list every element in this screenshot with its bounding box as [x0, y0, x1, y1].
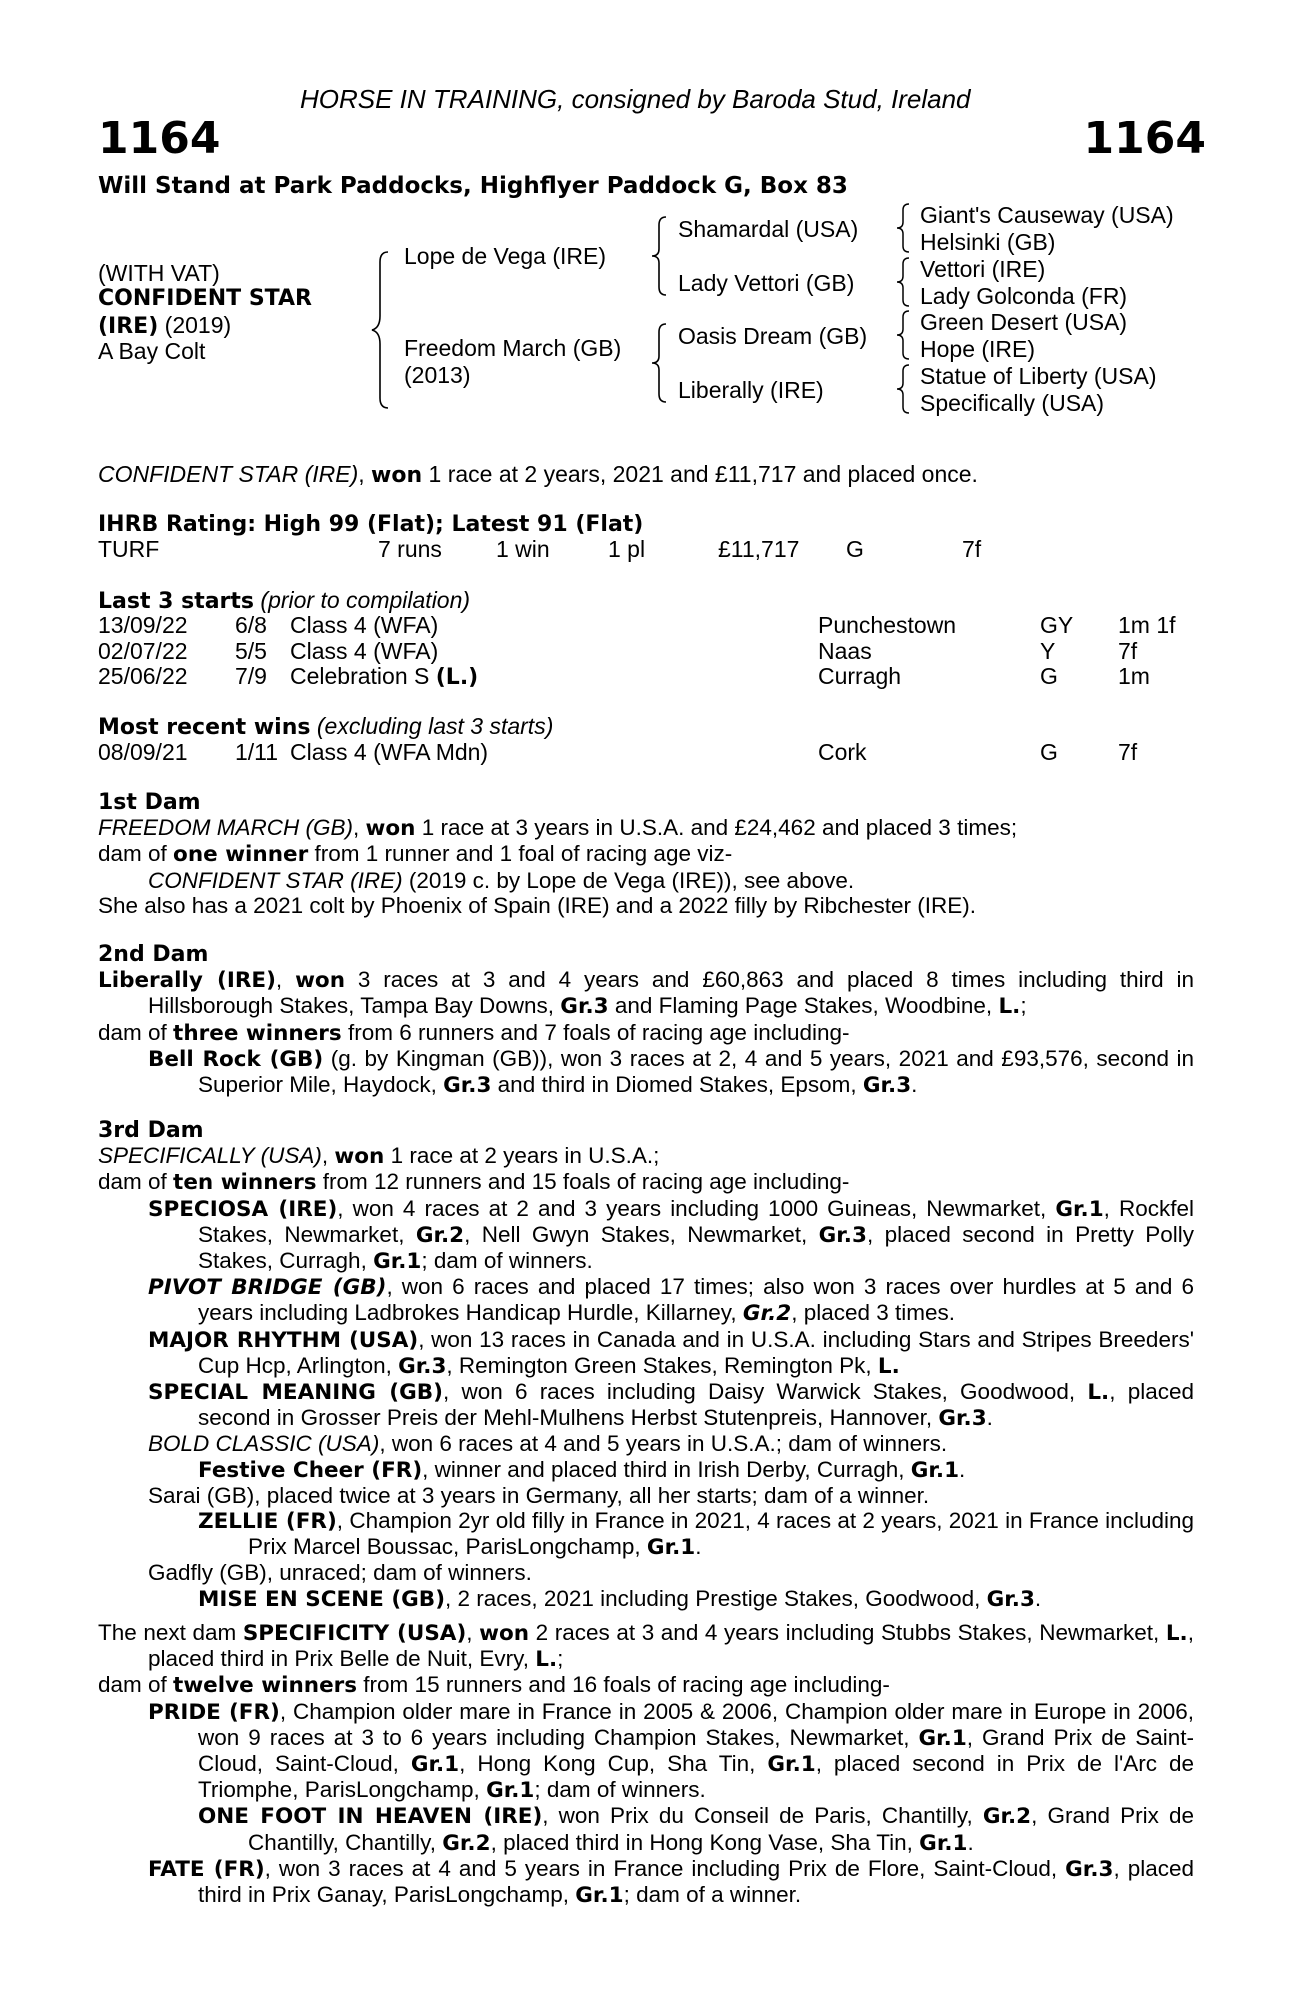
- rating-runs: 7 runs: [378, 536, 442, 562]
- last-start-dist: 1m 1f: [1118, 612, 1176, 638]
- second-dam-p2a: dam of: [98, 1019, 174, 1045]
- second-dam-para2: [98, 1020, 1194, 1046]
- major-rhythm-a: , won 13 races in Canada and in U.S.A. including Stars and Stripes Breeders' Cup Hcp, Arlington,: [198, 1326, 1194, 1378]
- fate-g2: Gr.1: [575, 1883, 624, 1909]
- pride-g3: Gr.1: [767, 1752, 816, 1778]
- first-dam-name: FREEDOM MARCH (GB): [98, 815, 353, 841]
- speciosa-g4: Gr.1: [373, 1249, 422, 1275]
- zellie-b: .: [695, 1534, 702, 1560]
- bell-rock-grade1: Gr.3: [443, 1073, 492, 1099]
- speciosa-b: , Rockfel Stakes, Newmarket,: [198, 1195, 1195, 1247]
- second-dam-p1b: and Flaming Page Stakes, Woodbine,: [608, 993, 999, 1019]
- pivot-bridge-b: , placed 3 times.: [791, 1300, 956, 1326]
- last-start-going: GY: [1040, 612, 1074, 638]
- summary-rest: 1 race at 2 years, 2021 and £11,717 and placed once.: [422, 461, 978, 487]
- last-start-going: G: [1040, 663, 1058, 689]
- first-dam-won: won: [365, 816, 416, 842]
- bell-rock-name: Bell Rock (GB): [148, 1046, 324, 1072]
- fate-b: , placed third in Prix Ganay, ParisLongchamp,: [198, 1855, 1194, 1908]
- rating-going: G: [846, 536, 864, 562]
- speciosa-e: ; dam of winners.: [421, 1248, 593, 1274]
- recent-win-date: 08/09/21: [98, 739, 188, 765]
- rating-wins: 1 win: [496, 536, 550, 562]
- major-rhythm-b: , Remington Green Stakes, Remington Pk,: [446, 1352, 878, 1378]
- dam-dam-dam: Specifically (USA): [920, 390, 1105, 416]
- third-dam-l2b: ten winners: [173, 1170, 317, 1196]
- sarai-entry: Sarai (GB), placed twice at 3 years in Germany, all her starts; dam of a winner.: [148, 1482, 930, 1508]
- pedigree-brace-main: [370, 250, 394, 410]
- first-dam-heading: 1st Dam: [98, 790, 201, 815]
- dam-dam: Liberally (IRE): [678, 377, 824, 403]
- first-dam-l2b: one winner: [173, 842, 309, 868]
- speciosa-entry: [98, 1196, 1194, 1275]
- race-summary: CONFIDENT STAR (IRE), won 1 race at 2 years, 2021 and £11,717 and placed once.: [98, 461, 978, 488]
- mise-en-scene-a: , 2 races, 2021 including Prestige Stakes, Goodwood,: [445, 1585, 987, 1611]
- next-dam-p2c: from 15 runners and 16 foals of racing age including-: [357, 1672, 890, 1698]
- pride-b: , Grand Prix de Saint-Cloud, Saint-Cloud,: [198, 1724, 1194, 1777]
- second-dam-p2b: three winners: [173, 1020, 342, 1046]
- one-foot-d: .: [967, 1829, 974, 1855]
- horse-name-line2: [98, 312, 231, 340]
- one-foot-name: ONE FOOT IN HEAVEN (IRE): [198, 1804, 543, 1830]
- third-dam-line1: SPECIFICALLY (USA), won 1 race at 2 years in U.S.A.;: [98, 1143, 660, 1170]
- second-dam-para1: Liberally (IRE), won 3 races at 3 and 4 years and £60,863 and placed 8 times including third in Hillsborough Stakes, Tampa Bay Downs, Gr.3 and Flaming Page Stakes, Woodbine, L.;: [98, 967, 1194, 1020]
- horse-description: A Bay Colt: [98, 338, 206, 364]
- recent-win-dist: 7f: [1118, 739, 1138, 765]
- first-dam-sep: ,: [353, 815, 366, 841]
- major-rhythm-entry: [98, 1327, 1194, 1379]
- next-dam-listed2: L.: [535, 1647, 558, 1673]
- mise-en-scene-name: MISE EN SCENE (GB): [198, 1586, 446, 1612]
- last-start-course: Naas: [818, 637, 872, 664]
- one-foot-g1: Gr.2: [982, 1804, 1032, 1830]
- pride-entry: [98, 1699, 1194, 1804]
- fate-c: ; dam of a winner.: [623, 1882, 802, 1908]
- festive-cheer-b: .: [959, 1456, 966, 1482]
- vat-note: (WITH VAT): [98, 260, 220, 286]
- last-start-date: 25/06/22: [98, 663, 188, 689]
- pedigree-brace-ds: [895, 309, 915, 361]
- last-start-course: Punchestown: [818, 612, 957, 638]
- first-dam-line1: [98, 815, 1194, 841]
- pride-name: PRIDE (FR): [148, 1699, 280, 1725]
- second-dam-heading: 2nd Dam: [98, 942, 209, 967]
- recent-wins-title: [98, 714, 553, 740]
- fate-g1: Gr.3: [1065, 1856, 1114, 1882]
- bold-classic-name: BOLD CLASSIC (USA): [148, 1431, 380, 1457]
- bell-rock-b: and third in Diomed Stakes, Epsom,: [491, 1072, 863, 1098]
- last-start-course: Curragh: [818, 663, 902, 689]
- next-dam-p2b: twelve winners: [173, 1673, 358, 1699]
- one-foot-a: , won Prix du Conseil de Paris, Chantilly,: [542, 1803, 983, 1829]
- third-dam-section: [98, 1118, 1194, 1612]
- second-dam-p1-listed: L.: [998, 994, 1021, 1020]
- speciosa-d: , placed second in Pretty Polly Stakes, Curragh,: [198, 1221, 1194, 1274]
- second-dam-p1-grade: Gr.3: [560, 994, 609, 1020]
- fate-name: FATE (FR): [148, 1856, 265, 1882]
- stabling-location: Will Stand at Park Paddocks, Highflyer Paddock G, Box 83: [98, 173, 848, 199]
- bold-classic-rest: , won 6 races at 4 and 5 years in U.S.A.; dam of winners.: [379, 1431, 948, 1457]
- festive-cheer-a: , winner and placed third in Irish Derby, Curragh,: [422, 1456, 911, 1482]
- pride-g2: Gr.1: [410, 1752, 460, 1778]
- summary-won: won: [371, 463, 423, 488]
- dam-year: (2013): [404, 362, 471, 388]
- horse-country: (IRE): [98, 314, 159, 339]
- last-start-pos: 5/5: [235, 637, 267, 664]
- last-start-date: 13/09/22: [98, 612, 188, 638]
- rating-earnings: £11,717: [718, 536, 800, 562]
- first-dam-section: [98, 790, 1194, 918]
- last-start-dist: 7f: [1118, 637, 1138, 664]
- last-start-dist: 1m: [1118, 663, 1150, 689]
- last-starts-title-bold: Last 3 starts: [98, 589, 255, 614]
- first-dam-foal-rest: (2019 c. by Lope de Vega (IRE)), see above.: [402, 867, 855, 893]
- dam-sire: Oasis Dream (GB): [678, 323, 868, 349]
- festive-cheer-entry: [98, 1457, 1194, 1483]
- next-dam-p1d: ;: [557, 1646, 564, 1672]
- next-dam-p2a: dam of: [98, 1672, 174, 1698]
- mise-en-scene-b: .: [1034, 1585, 1042, 1611]
- zellie-a: , Champion 2yr old filly in France in 2021, 4 races at 2 years, 2021 in France including Prix Marcel Boussac, ParisLongchamp,: [248, 1508, 1195, 1560]
- first-dam-foal-name: CONFIDENT STAR (IRE): [148, 867, 403, 893]
- special-meaning-entry: [98, 1379, 1194, 1431]
- summary-name: CONFIDENT STAR (IRE): [98, 461, 359, 487]
- next-dam-section: [98, 1620, 1194, 1908]
- last-start-pos: 7/9: [235, 663, 267, 689]
- first-dam-line3: [98, 868, 1194, 893]
- zellie-name: ZELLIE (FR): [198, 1509, 337, 1535]
- third-dam-l2c: from 12 runners and 15 foals of racing age including-: [316, 1169, 850, 1195]
- last-start-pos: 6/8: [235, 612, 267, 638]
- pride-c: , Hong Kong Cup, Sha Tin,: [459, 1751, 768, 1777]
- third-dam-heading: 3rd Dam: [98, 1118, 204, 1143]
- festive-cheer-name: Festive Cheer (FR): [198, 1457, 423, 1483]
- mise-en-scene-grade: Gr.3: [986, 1586, 1035, 1612]
- one-foot-g3: Gr.1: [919, 1830, 968, 1856]
- pedigree-brace-sire: [650, 215, 672, 297]
- lot-number-left: 1164: [98, 113, 221, 164]
- consignment-title: HORSE IN TRAINING, consigned by Baroda Stud, Ireland: [300, 84, 971, 114]
- first-dam-l2a: dam of: [98, 841, 174, 867]
- festive-cheer-grade: Gr.1: [910, 1457, 960, 1483]
- recent-win-course: Cork: [818, 739, 867, 765]
- pedigree-brace-dam: [650, 322, 672, 404]
- special-meaning-grade: Gr.3: [938, 1406, 987, 1432]
- lot-number-right: 1164: [1083, 113, 1206, 164]
- second-dam-p2c: from 6 runners and 7 foals of racing age including-: [341, 1019, 850, 1045]
- speciosa-g3: Gr.3: [818, 1222, 867, 1248]
- rating-placed: 1 pl: [608, 536, 646, 562]
- special-meaning-c: .: [986, 1405, 993, 1431]
- second-dam-section: [98, 942, 1194, 1098]
- speciosa-g2: Gr.2: [415, 1222, 465, 1248]
- bell-rock-grade2: Gr.3: [862, 1073, 912, 1099]
- next-dam-p1c: , placed third in Prix Belle de Nuit, Evry,: [148, 1620, 1194, 1672]
- one-foot-b: , Grand Prix de Chantilly, Chantilly,: [248, 1803, 1194, 1855]
- speciosa-a: , won 4 races at 2 and 3 years including 1000 Guineas, Newmarket,: [337, 1195, 1056, 1221]
- third-dam-name: SPECIFICALLY (USA): [98, 1143, 322, 1169]
- next-dam-listed1: L.: [1165, 1621, 1188, 1646]
- fate-entry: [98, 1856, 1194, 1908]
- one-foot-c: , placed third in Hong Kong Vase, Sha Tin,: [490, 1829, 920, 1855]
- last-start-race: Celebration S (L.): [290, 663, 479, 690]
- last-start-race: Class 4 (WFA): [290, 637, 439, 664]
- horse-name: CONFIDENT STAR: [98, 286, 312, 311]
- pivot-bridge-grade: Gr.2: [742, 1301, 792, 1327]
- sire-sire: Shamardal (USA): [678, 216, 859, 242]
- pivot-bridge-a: , won 6 races and placed 17 times; also won 3 races over hurdles at 5 and 6 years including Ladbrokes Handicap Hurdle, Killarney,: [198, 1274, 1194, 1326]
- last-starts-title-italic: (prior to compilation): [254, 587, 471, 613]
- dam-sire-sire: Green Desert (USA): [920, 309, 1128, 335]
- zellie-entry: [98, 1508, 1194, 1560]
- zellie-grade: Gr.1: [646, 1535, 696, 1561]
- third-dam-rest: 1 race at 2 years in U.S.A.;: [384, 1143, 660, 1169]
- horse-foaled: (2019): [158, 312, 232, 338]
- speciosa-g1: Gr.1: [1055, 1196, 1104, 1222]
- third-dam-line2: [98, 1169, 1194, 1195]
- second-dam-won: won: [295, 968, 346, 994]
- speciosa-c: , Nell Gwyn Stakes, Newmarket,: [464, 1221, 819, 1247]
- pivot-bridge-entry: [98, 1274, 1194, 1326]
- next-dam-won: won: [479, 1621, 530, 1646]
- next-dam-para2: [98, 1672, 1194, 1698]
- recent-win-pos: 1/11: [235, 739, 279, 765]
- next-dam-p1a: The next dam: [98, 1620, 243, 1645]
- major-rhythm-listed: L.: [877, 1353, 900, 1379]
- rating-title: IHRB Rating: High 99 (Flat); Latest 91 (Flat): [98, 512, 644, 537]
- second-dam-name: Liberally (IRE): [98, 968, 276, 994]
- last-start-date: 02/07/22: [98, 637, 188, 664]
- pride-a: , Champion older mare in France in 2005 & 2006, Champion older mare in Europe in 2006, won 9 races at 3 to 6 years including Champion Stakes, Newmarket,: [198, 1698, 1194, 1750]
- next-dam-para1: [98, 1620, 1194, 1672]
- sire: Lope de Vega (IRE): [404, 243, 607, 269]
- special-meaning-listed: L.: [1087, 1380, 1110, 1406]
- pride-g4: Gr.1: [486, 1778, 535, 1804]
- pride-e: ; dam of winners.: [534, 1777, 706, 1803]
- next-dam-name: SPECIFICITY (USA): [242, 1621, 467, 1646]
- third-dam-won: won: [334, 1144, 385, 1170]
- last-start-going: Y: [1040, 637, 1056, 664]
- pivot-bridge-name: PIVOT BRIDGE (GB): [148, 1275, 387, 1301]
- pedigree-brace-ss: [895, 202, 915, 254]
- gadfly-entry: Gadfly (GB), unraced; dam of winners.: [148, 1560, 532, 1586]
- pedigree-brace-sd: [895, 256, 915, 308]
- sire-dam: Lady Vettori (GB): [678, 270, 855, 296]
- mise-en-scene-entry: [98, 1586, 1194, 1612]
- first-dam-line4: She also has a 2021 colt by Phoenix of Spain (IRE) and a 2022 filly by Ribchester (IRE).: [98, 892, 976, 918]
- dam: Freedom March (GB): [404, 335, 622, 361]
- third-dam-l2a: dam of: [98, 1169, 174, 1195]
- last-starts-title: [98, 588, 470, 614]
- dam-dam-sire: Statue of Liberty (USA): [920, 363, 1157, 389]
- pride-g1: Gr.1: [918, 1725, 967, 1751]
- pride-d: , placed second in Prix de l'Arc de Triomphe, ParisLongchamp,: [198, 1751, 1194, 1803]
- recent-win-race: Class 4 (WFA Mdn): [290, 739, 489, 765]
- one-foot-entry: [98, 1803, 1194, 1855]
- bell-rock-c: .: [911, 1072, 918, 1098]
- recent-win-going: G: [1040, 739, 1058, 765]
- next-dam-sep: ,: [466, 1620, 480, 1645]
- sire-dam-sire: Vettori (IRE): [920, 256, 1046, 282]
- major-rhythm-name: MAJOR RHYTHM (USA): [148, 1327, 419, 1353]
- first-dam-l2c: from 1 runner and 1 foal of racing age viz-: [308, 841, 733, 867]
- pedigree-brace-dd: [895, 363, 915, 415]
- special-meaning-a: , won 6 races including Daisy Warwick Stakes, Goodwood,: [443, 1379, 1088, 1405]
- dam-sire-dam: Hope (IRE): [920, 336, 1036, 362]
- bold-classic-entry: [98, 1431, 1194, 1456]
- special-meaning-b: , placed second in Grosser Preis der Mehl-Mulhens Herbst Stutenpreis, Hannover,: [198, 1379, 1195, 1431]
- speciosa-name: SPECIOSA (IRE): [148, 1196, 338, 1222]
- second-dam-p1c: ;: [1020, 993, 1027, 1019]
- bell-rock-a: (g. by Kingman (GB)), won 3 races at 2, 4 and 5 years, 2021 and £93,576, second in Superior Mile, Haydock,: [198, 1045, 1194, 1098]
- first-dam-line2: [98, 841, 1194, 867]
- sire-sire-sire: Giant's Causeway (USA): [920, 202, 1174, 228]
- rating-distance: 7f: [962, 536, 982, 562]
- rating-surface: TURF: [98, 536, 160, 562]
- sire-sire-dam: Helsinki (GB): [920, 229, 1056, 255]
- recent-wins-title-italic: (excluding last 3 starts): [310, 713, 554, 739]
- second-dam-p1a: 3 races at 3 and 4 years and £60,863 and placed 8 times including third in Hillsborough Stakes, Tampa Bay Downs,: [148, 967, 1194, 1019]
- last-start-race-grade: (L.): [435, 665, 479, 690]
- first-dam-rest: 1 race at 3 years in U.S.A. and £24,462 and placed 3 times;: [415, 815, 1018, 841]
- last-start-race: Class 4 (WFA): [290, 612, 439, 638]
- next-dam-p1b: 2 races at 3 and 4 years including Stubbs Stakes, Newmarket,: [529, 1620, 1166, 1645]
- one-foot-g2: Gr.2: [442, 1830, 491, 1856]
- second-dam-para3: [98, 1046, 1194, 1098]
- fate-a: , won 3 races at 4 and 5 years in France including Prix de Flore, Saint-Cloud,: [264, 1855, 1066, 1881]
- special-meaning-name: SPECIAL MEANING (GB): [148, 1380, 443, 1406]
- sire-dam-dam: Lady Golconda (FR): [920, 283, 1128, 309]
- major-rhythm-grade: Gr.3: [398, 1353, 447, 1379]
- recent-wins-title-bold: Most recent wins: [98, 715, 311, 740]
